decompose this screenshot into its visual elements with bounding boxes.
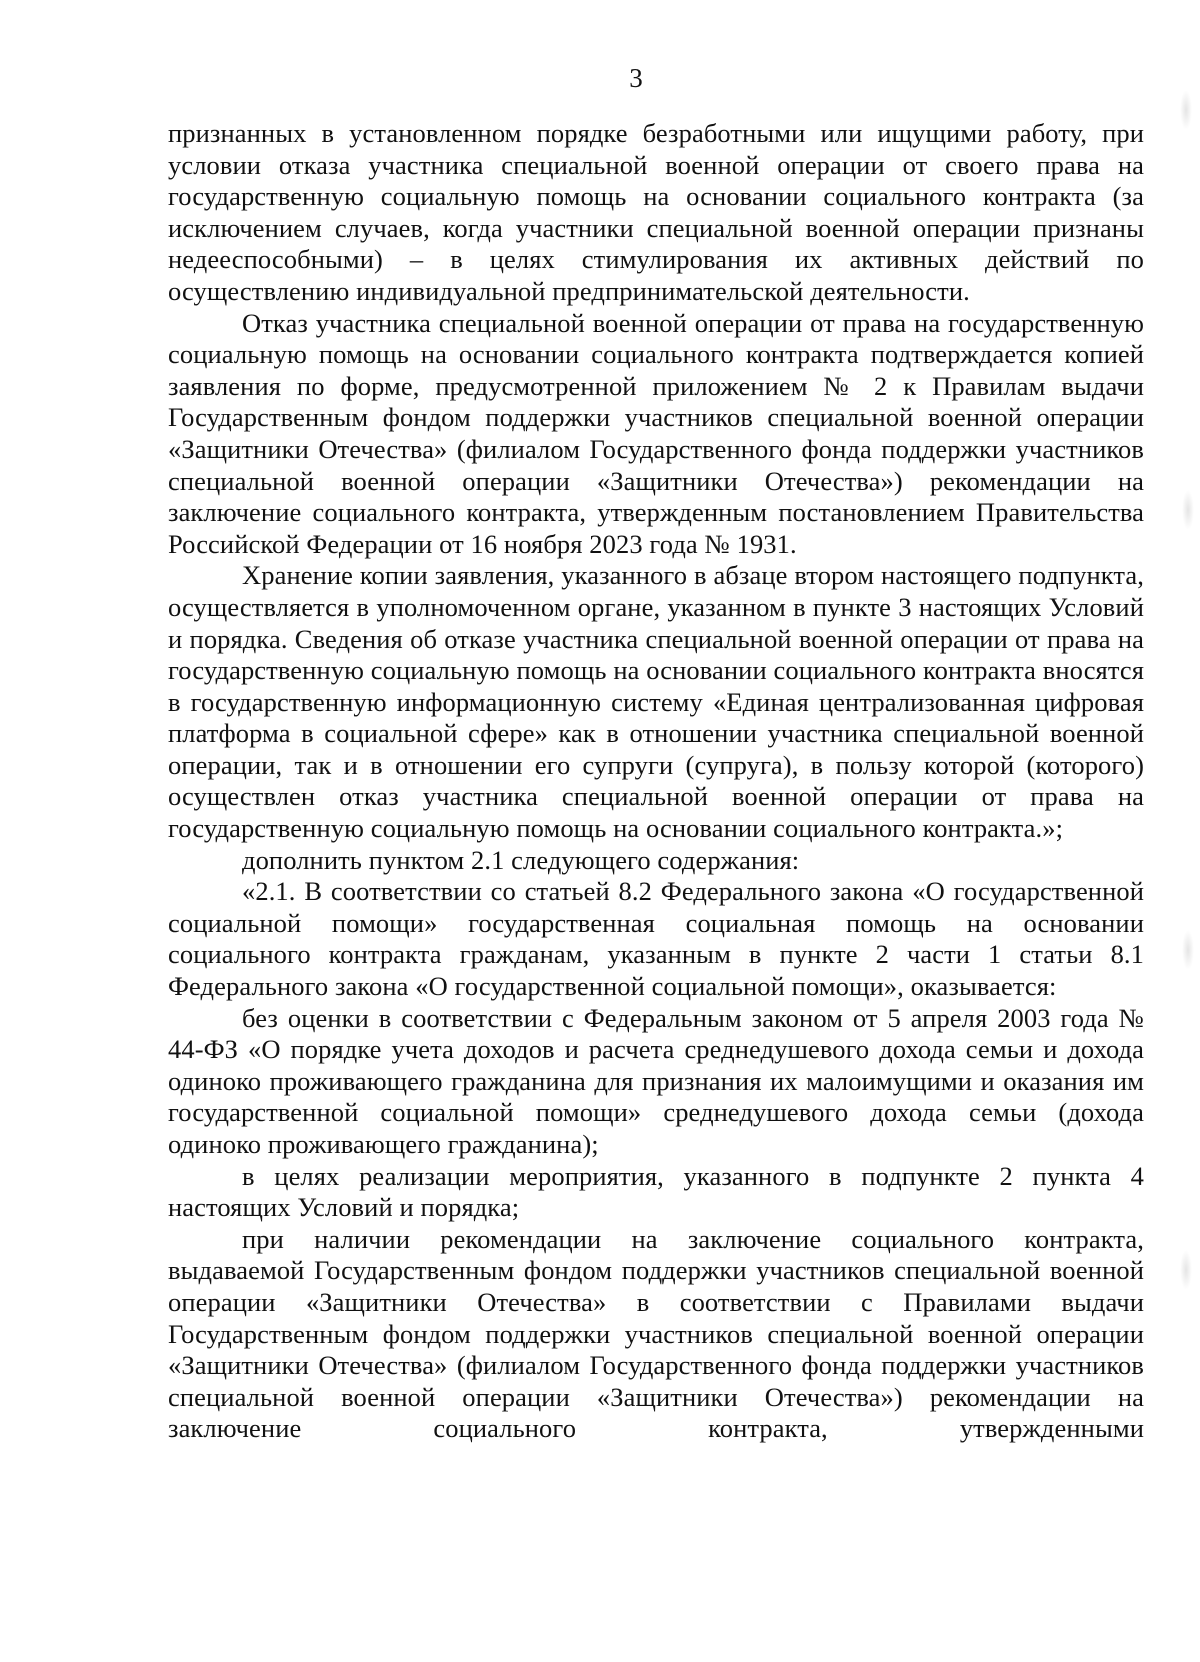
- paragraph-refusal-confirmation: Отказ участника специальной военной операции от права на государственную социальную помощь на основании социального контракта подтверждается копией заявления по форме, предусмотренной приложением № 2 к Правилам выдачи Государственным фондом поддержки участников специальной военной операции «Защитники Отечества» (филиалом Государственного фонда поддержки участников специальной военной операции «Защитники Отечества») рекомендации на заключение социального контракта, утвержденным постановлением Правительства Российской Федерации от 16 ноября 2023 года № 1931.: [168, 307, 1144, 559]
- paragraph-recommendation: при наличии рекомендации на заключение социального контракта, выдаваемой Государственным фондом поддержки участников специальной военной операции «Защитники Отечества» в соответствии с Правилами выдачи Государственным фондом поддержки участников специальной военной операции «Защитники Отечества» (филиалом Государственного фонда поддержки участников специальной военной операции «Защитники Отечества») рекомендации на заключение социального контракта, утвержденными: [168, 1223, 1144, 1444]
- paragraph-clause-2-1: «2.1. В соответствии со статьей 8.2 Федерального закона «О государственной социальной помощи» государственная социальная помощь на основании социального контракта гражданам, указанным в пункте 2 части 1 статьи 8.1 Федерального закона «О государственной социальной помощи», оказывается:: [168, 876, 1144, 1002]
- paragraph-measure-implementation: в целях реализации мероприятия, указанного в подпункте 2 пункта 4 настоящих Условий и порядка;: [168, 1160, 1144, 1223]
- page-number: 3: [629, 63, 643, 93]
- paragraph-continuation: признанных в установленном порядке безработными или ищущими работу, при условии отказа участника специальной военной операции от своего права на государственную социальную помощь на основании социального контракта (за исключением случаев, когда участники специальной военной операции признаны недееспособными) – в целях стимулирования их активных действий по осуществлению индивидуальной предпринимательской деятельности.: [168, 118, 1144, 306]
- document-body: [168, 118, 1144, 1445]
- paragraph-without-income-assessment: без оценки в соответствии с Федеральным законом от 5 апреля 2003 года № 44-ФЗ «О порядке учета доходов и расчета среднедушевого дохода семьи и дохода одиноко проживающего гражданина для признания их малоимущими и оказания им государственной социальной помощи» среднедушевого дохода семьи (дохода одиноко проживающего гражданина);: [168, 1002, 1144, 1159]
- paragraph-storage-of-copy: Хранение копии заявления, указанного в абзаце втором настоящего подпункта, осуществляется в уполномоченном органе, указанном в пункте 3 настоящих Условий и порядка. Сведения об отказе участника специальной военной операции от права на государственную социальную помощь на основании социального контракта вносятся в государственную информационную систему «Единая централизованная цифровая платформа в социальной сфере» как в отношении участника специальной военной операции, так и в отношении его супруги (супруга), в пользу которой (которого) осуществлен отказ участника специальной военной операции от права на государственную социальную помощь на основании социального контракта.»;: [168, 560, 1144, 844]
- scan-artifact: [1182, 490, 1194, 530]
- scan-artifact: [1180, 1250, 1192, 1290]
- scan-artifact: [1182, 930, 1194, 970]
- paragraph-amendment-intro: дополнить пунктом 2.1 следующего содержания:: [242, 844, 800, 875]
- scan-artifact: [1180, 90, 1192, 130]
